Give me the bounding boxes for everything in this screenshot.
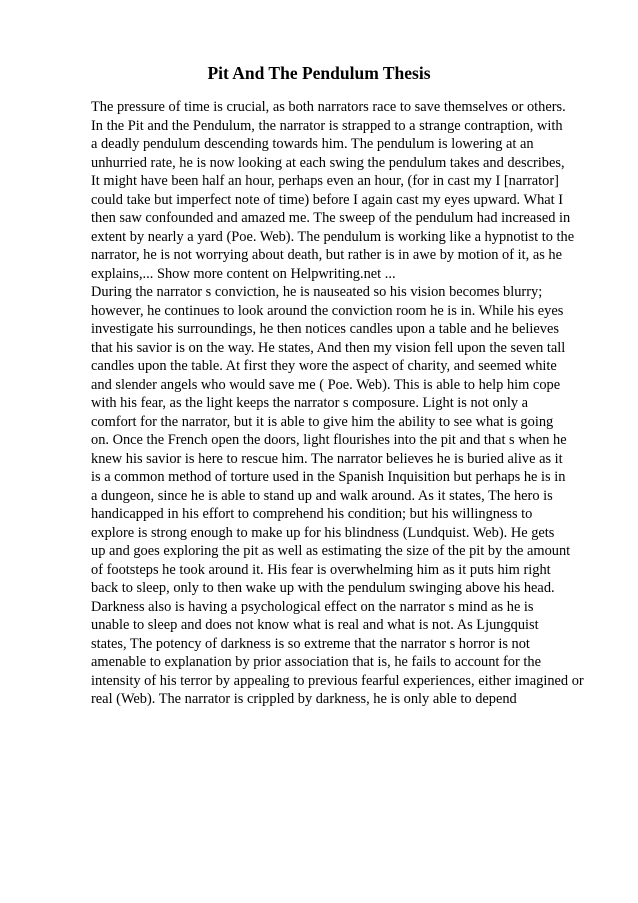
body-line: narrator, he is not worrying about death, but rather is in awe by motion of it, as he — [91, 247, 562, 263]
body-line: unable to sleep and does not know what is real and what is not. As Ljungquist — [91, 617, 539, 633]
body-line: up and goes exploring the pit as well as estimating the size of the pit by the amount — [91, 543, 571, 559]
body-line: of footsteps he took around it. His fear is overwhelming him as it puts him right — [91, 561, 551, 578]
body-line: explore is strong enough to make up for his blindness (Lundquist. Web). He gets — [91, 524, 555, 541]
body-line: Darkness also is having a psychological effect on the narrator s mind as he is — [91, 598, 534, 615]
body-line: a deadly pendulum descending towards him. The pendulum is lowering at an — [91, 136, 534, 152]
body-line: handicapped in his effort to comprehend his condition; but his willingness to — [91, 506, 533, 522]
body-line: knew his savior is here to rescue him. The narrator believes he is buried alive as it — [91, 450, 563, 467]
body-line: candles upon the table. At first they wore the aspect of charity, and seemed white — [91, 358, 557, 374]
body-line: amenable to explanation by prior association that is, he fails to account for the — [91, 654, 541, 670]
body-line: The pressure of time is crucial, as both narrators race to save themselves or others. — [91, 99, 566, 115]
body-line: extent by nearly a yard (Poe. Web). The pendulum is working like a hypnotist to the — [91, 228, 575, 245]
body-line: then saw confounded and amazed me. The sweep of the pendulum had increased in — [91, 210, 571, 226]
body-line: real (Web). The narrator is crippled by darkness, he is only able to depend — [91, 691, 517, 707]
document-title: Pit And The Pendulum Thesis — [207, 63, 431, 83]
body-line: could take but imperfect note of time) before I again cast my eyes upward. What I — [91, 191, 564, 208]
body-line: During the narrator s conviction, he is nauseated so his vision becomes blurry; — [91, 284, 543, 300]
body-line: In the Pit and the Pendulum, the narrator is strapped to a strange contraption, with — [91, 117, 563, 134]
body-line: unhurried rate, he is now looking at each swing the pendulum takes and describes, — [91, 154, 565, 171]
body-line: comfort for the narrator, but it is able to give him the ability to see what is going — [91, 413, 554, 430]
body-line: back to sleep, only to then wake up with the pendulum swinging above his head. — [91, 580, 555, 596]
body-line: with his fear, as the light keeps the narrator s composure. Light is not only a — [91, 395, 529, 411]
body-line: a dungeon, since he is able to stand up and walk around. As it states, The hero is — [91, 487, 553, 504]
body-line: that his savior is on the way. He states, And then my vision fell upon the seven tall — [91, 339, 566, 356]
body-line: however, he continues to look around the conviction room he is in. While his eyes — [91, 302, 564, 319]
body-line: It might have been half an hour, perhaps even an hour, (for in cast my I [narrator] — [91, 173, 559, 189]
document-body — [91, 98, 631, 709]
body-line: intensity of his terror by appealing to previous fearful experiences, either imagined or — [91, 672, 584, 689]
body-line: explains,... Show more content on Helpwriting.net ... — [91, 265, 396, 282]
body-line: investigate his surroundings, he then notices candles upon a table and he believes — [91, 321, 559, 337]
body-line: is a common method of torture used in the Spanish Inquisition but perhaps he is in — [91, 469, 566, 485]
body-line: states, The potency of darkness is so extreme that the narrator s horror is not — [91, 635, 530, 652]
body-line: and slender angels who would save me ( Poe. Web). This is able to help him cope — [91, 376, 561, 393]
body-line: on. Once the French open the doors, light flourishes into the pit and that s when he — [91, 432, 567, 448]
